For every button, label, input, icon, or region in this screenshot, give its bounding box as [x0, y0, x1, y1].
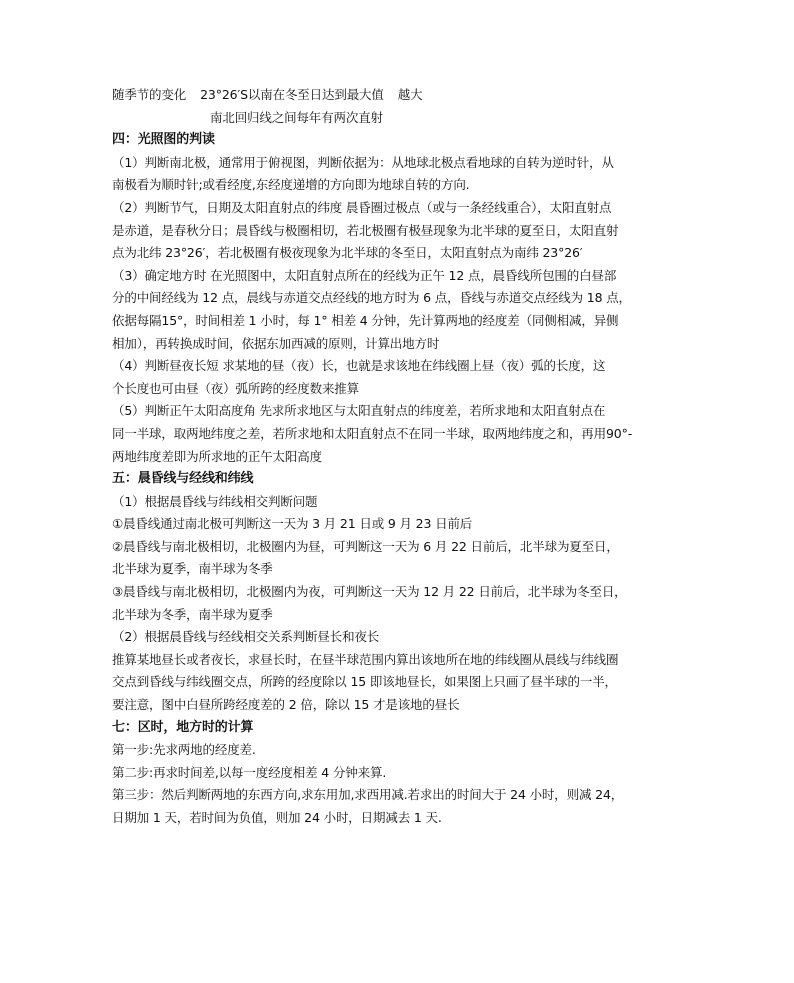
paragraph-line: （2）判断节气，日期及太阳直射点的纬度 晨昏圈过极点（或与一条经线重合），太阳直射点	[112, 199, 612, 215]
paragraph-line: ②晨昏线与南北极相切，北极圈内为昼，可判断这一天为 6 月 22 日前后，北半球为夏至日，	[112, 538, 619, 554]
paragraph-line: ③晨昏线与南北极相切，北极圈内为夜，可判断这一天为 12 月 22 日前后，北半球为冬至日，	[112, 584, 627, 600]
paragraph-line: 点为北纬 23°26′，若北极圈有极夜现象为北半球的冬至日，太阳直射点为南纬 23°26′	[112, 245, 583, 261]
paragraph-line: （5）判断正午太阳高度角 先求所求地区与太阳直射点的纬度差，若所求地和太阳直射点在	[112, 403, 606, 419]
tropics-statement: 南北回归线之间每年有两次直射	[210, 109, 383, 125]
paragraph-line: 是赤道，是春秋分日；晨昏线与极圈相切，若北极圈有极昼现象为北半球的夏至日，太阳直射	[112, 222, 619, 238]
paragraph-line: 第一步:先求两地的经度差.	[112, 742, 256, 758]
seasonal-change-line	[112, 84, 687, 107]
paragraph-line: （2）根据晨昏线与经线相交关系判断昼长和夜长	[112, 629, 380, 645]
paragraph-line: 要注意，图中白昼所跨经度差的 2 倍，除以 15 才是该地的昼长	[112, 697, 460, 713]
paragraph-line: （1）判断南北极，通常用于俯视图，判断依据为：从地球北极点看地球的自转为逆时针，从	[112, 154, 614, 170]
paragraph-line: ①晨昏线通过南北极可判断这一天为 3 月 21 日或 9 月 23 日前后	[112, 516, 473, 532]
document-page	[112, 84, 687, 830]
section-heading-7: 七：区时，地方时的计算	[112, 719, 254, 735]
paragraph-line: 个长度也可由昼（夜）弧所跨的经度数来推算	[112, 380, 360, 396]
paragraph-line: 两地纬度差即为所求地的正午太阳高度	[112, 448, 322, 464]
paragraph-line: 同一半球，取两地纬度之差，若所求地和太阳直射点不在同一半球，取两地纬度之和，再用90°-	[112, 425, 633, 441]
section-heading-4: 四：光照图的判读	[112, 132, 215, 148]
paragraph-line: 交点到昏线与纬线圈交点，所跨的经度除以 15 即该地昼长，如果图上只画了昼半球的一半，	[112, 674, 617, 690]
paragraph-line: 推算某地昼长或者夜长，求昼长时，在昼半球范围内算出该地所在地的纬线圈从晨线与纬线圈	[112, 651, 619, 667]
paragraph-line: 第二步:再求时间差,以每一度经度相差 4 分钟来算.	[112, 764, 387, 780]
paragraph-line: （4）判断昼夜长短 求某地的昼（夜）长，也就是求该地在纬线圈上昼（夜）弧的长度，这	[112, 358, 606, 374]
seasonal-change-label: 随季节的变化	[112, 87, 187, 102]
paragraph-line: 相加），再转换成时间，依据东加西减的原则，计算出地方时	[112, 335, 440, 351]
paragraph-line: 南极看为顺时针;或看经度,东经度递增的方向即为地球自转的方向.	[112, 177, 470, 193]
paragraph-line: 第三步：然后判断两地的东西方向,求东用加,求西用减.若求出的时间大于 24 小时，则减 24，	[112, 787, 624, 803]
paragraph-line: 北半球为冬季，南半球为夏季	[112, 606, 273, 622]
paragraph-line: 北半球为夏季，南半球为冬季	[112, 561, 273, 577]
south-latitude-statement: 23°26′S以南在冬至日达到最大值	[200, 87, 384, 102]
paragraph-line: （1）根据晨昏线与纬线相交判断问题	[112, 493, 318, 509]
paragraph-line: （3）确定地方时 在光照图中，太阳直射点所在的经线为正午 12 点，晨昏线所包围的白昼部	[112, 267, 617, 283]
larger-label: 越大	[397, 87, 423, 102]
paragraph-line: 分的中间经线为 12 点，晨线与赤道交点经线的地方时为 6 点，昏线与赤道交点经线为 18 点，	[112, 290, 631, 306]
paragraph-line: 依据每隔15°，时间相差 1 小时，每 1° 相差 4 分钟，先计算两地的经度差（同侧相减，异侧	[112, 312, 619, 328]
section-heading-5: 五：晨昏线与经线和纬线	[112, 471, 254, 487]
paragraph-line: 日期加 1 天，若时间为负值，则加 24 小时，日期减去 1 天.	[112, 810, 442, 825]
